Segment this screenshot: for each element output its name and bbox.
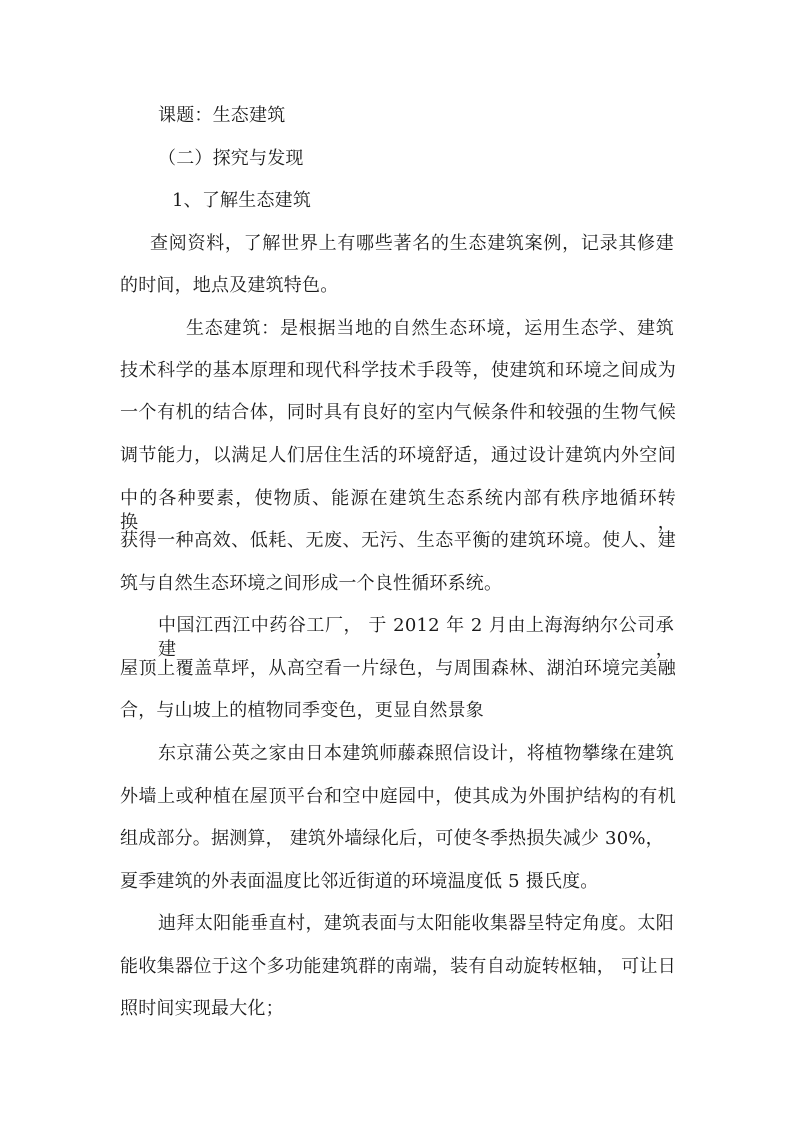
tokyo-line-1: 东京蒲公英之家由日本建筑师藤森照信设计，将植物攀缘在建筑 xyxy=(158,743,674,764)
dubai-line-1: 迪拜太阳能垂直村，建筑表面与太阳能收集器呈特定角度。太阳 xyxy=(158,913,674,934)
jiangxi-line-2: 屋顶上覆盖草坪，从高空看一片绿色，与周围森林、湖泊环境完美融 xyxy=(120,658,676,679)
definition-line-5: 中的各种要素，使物质、能源在建筑生态系统内部有秩序地循环转换， xyxy=(120,488,676,533)
dubai-line-3: 照时间实现最大化； xyxy=(120,998,284,1019)
dubai-line-2: 能收集器位于这个多功能建筑群的南端，装有自动旋转枢轴， 可让日 xyxy=(120,956,676,977)
tokyo-line-2: 外墙上或种植在屋顶平台和空中庭园中，使其成为外围护结构的有机 xyxy=(120,786,676,807)
definition-line-7: 筑与自然生态环境之间形成一个良性循环系统。 xyxy=(120,573,503,594)
definition-line-3: 一个有机的结合体，同时具有良好的室内气候条件和较强的生物气候 xyxy=(120,402,676,423)
tokyo-line-3: 组成部分。据测算， 建筑外墙绿化后，可使冬季热损失减少 30%， xyxy=(120,828,664,849)
section-heading: （二）探究与发现 xyxy=(158,148,304,169)
definition-line-6: 获得一种高效、低耗、无废、无污、生态平衡的建筑环境。使人、建 xyxy=(120,530,676,551)
jiangxi-line-1: 中国江西江中药谷工厂， 于 2012 年 2 月由上海海纳尔公司承建， xyxy=(158,615,674,660)
task-line-2: 的时间，地点及建筑特色。 xyxy=(120,275,339,296)
definition-line-2: 技术科学的基本原理和现代科学技术手段等，使建筑和环境之间成为 xyxy=(120,360,676,381)
jiangxi-line-3: 合，与山坡上的植物同季变色，更显自然景象 xyxy=(120,700,484,721)
topic-title: 课题：生态建筑 xyxy=(158,105,286,126)
tokyo-line-4: 夏季建筑的外表面温度比邻近街道的环境温度低 5 摄氏度。 xyxy=(120,871,599,892)
subsection-heading: 1、了解生态建筑 xyxy=(172,190,312,211)
definition-line-4: 调节能力，以满足人们居住生活的环境舒适，通过设计建筑内外空间 xyxy=(120,445,676,466)
definition-line-1: 生态建筑：是根据当地的自然生态环境，运用生态学、建筑 xyxy=(186,318,674,339)
task-line-1: 查阅资料，了解世界上有哪些著名的生态建筑案例，记录其修建 xyxy=(150,233,674,254)
